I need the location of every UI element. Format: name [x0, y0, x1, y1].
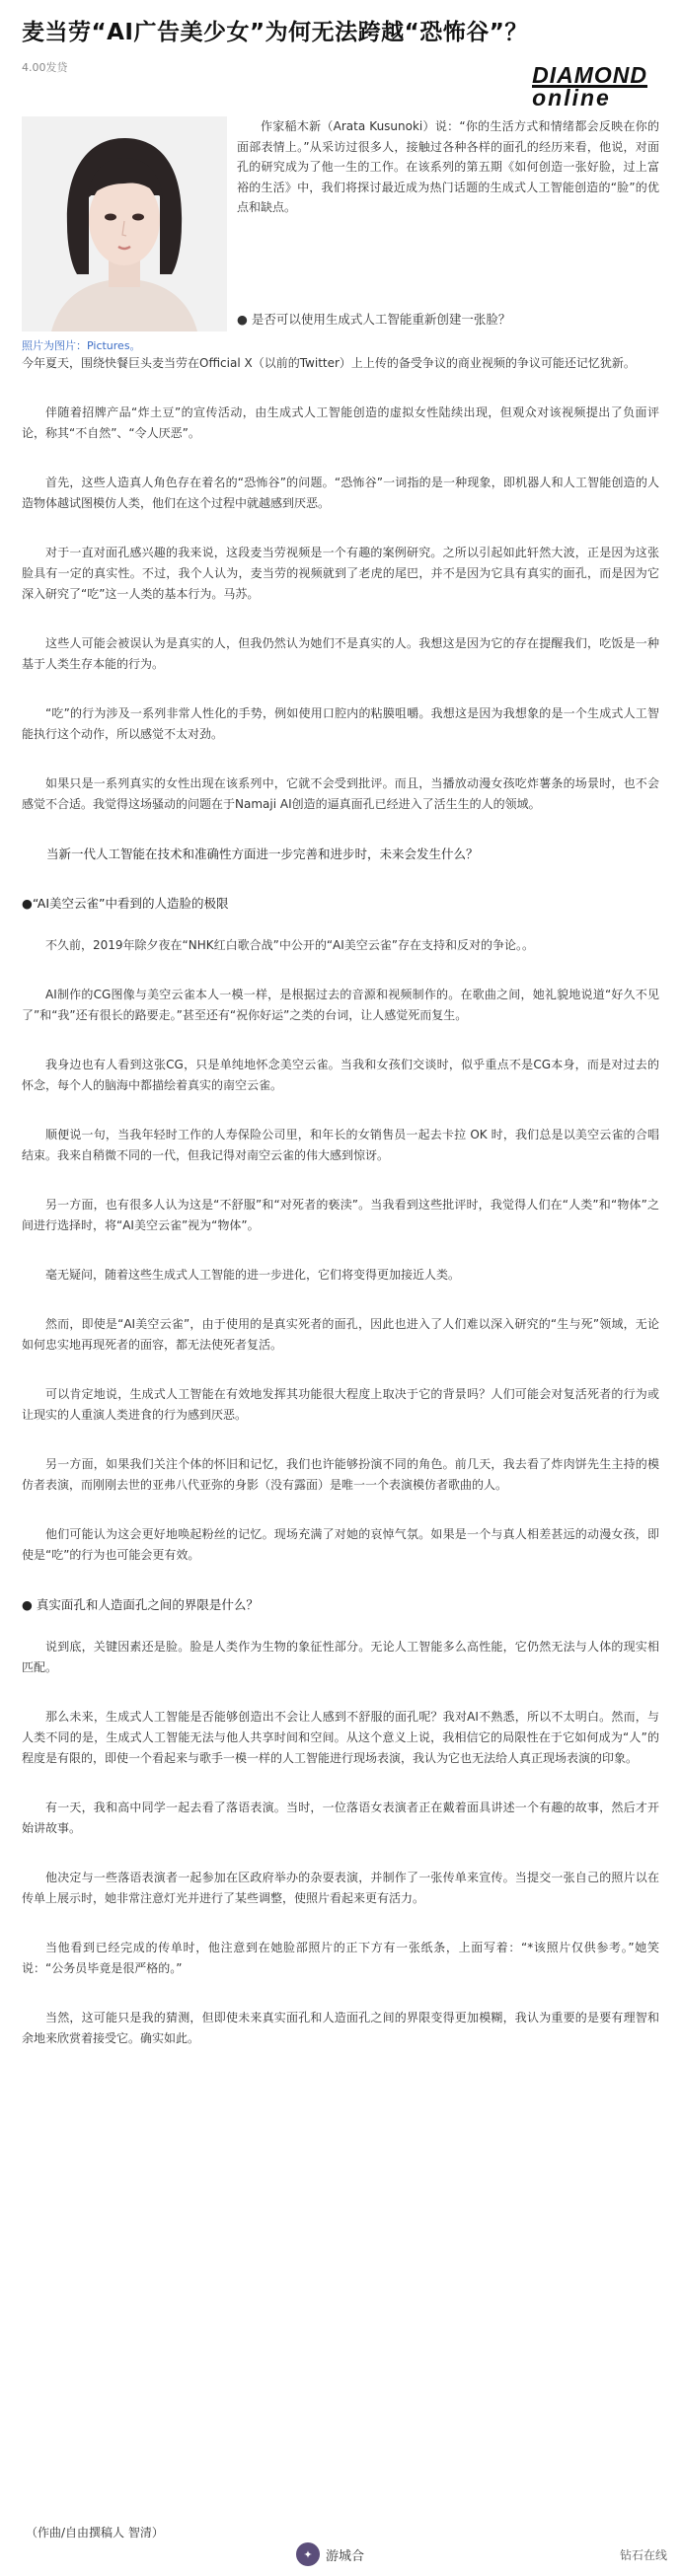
paragraph-block	[22, 543, 659, 605]
article-paragraph: 顺便说一句，当我年轻时工作的人寿保险公司里，和年长的女销售员一起去卡拉 OK 时，我们总是以美空云雀的合唱结束。我来自稍微不同的一代，但我记得对南空云雀的伟大感到惊讶。	[22, 1128, 659, 1162]
paragraph-block	[22, 985, 659, 1026]
section-heading: ● 真实面孔和人造面孔之间的界限是什么？	[22, 1597, 259, 1612]
paragraph-block	[22, 1265, 659, 1286]
article-paragraph: 不久前，2019年除夕夜在“NHK红白歌合战”中公开的“AI美空云雀”存在支持和反对的争论。。	[45, 938, 535, 952]
paragraph-block	[22, 403, 659, 444]
paragraph-block	[22, 1195, 659, 1236]
intro-section	[22, 116, 659, 363]
article-paragraph: 首先，这些人造真人角色存在着名的“恐怖谷”的问题。“恐怖谷”一词指的是一种现象，即机器人和人工智能创造的人造物体越试图模仿人类，他们在这个过程中就越感到厌恶。	[22, 476, 659, 510]
question-block	[22, 844, 659, 864]
article-header	[22, 18, 659, 112]
author-byline: （作曲/自由撰稿人 智清）	[26, 2526, 164, 2539]
paragraph-block	[22, 1314, 659, 1356]
question-line: 当新一代人工智能在技术和准确性方面进一步完善和进步时，未来会发生什么？	[46, 846, 479, 861]
paragraph-block	[22, 2008, 659, 2049]
section-heading: ●“AI美空云雀”中看到的人造脸的极限	[22, 896, 229, 911]
paragraph-block	[22, 1637, 659, 1678]
article-paragraph: 说到底，关键因素还是脸。脸是人类作为生物的象征性部分。无论人工智能多么高性能，它仍然无法与人体的现实相匹配。	[22, 1640, 659, 1674]
article-paragraph: 可以肯定地说，生成式人工智能在有效地发挥其功能很大程度上取决于它的背景吗？人们可能会对复活死者的行为或让现实的人重演人类进食的行为感到厌恶。	[22, 1387, 659, 1422]
section-real-vs-artificial-body	[22, 1637, 659, 2049]
intro-question: ● 是否可以使用生成式人工智能重新创建一张脸？	[237, 312, 511, 327]
intro-paragraph: 作家稲木新（Arata Kusunoki）说：“你的生活方式和情绪都会反映在你的面部表情上。”从采访过很多人，接触过各种各样的面孔的经历来看，他说，对面孔的研究成为了他一生的工作。在该系列的第五期《如何创造一张好脸，过上富裕的生活》中，我们将探讨最近成为热门话题的生成式人工智能创造的“脸”的优点和缺点。	[237, 119, 659, 214]
section-ai-misora-body	[22, 935, 659, 1566]
logo-line1: DIAMOND	[532, 62, 647, 88]
article-footer	[0, 2521, 681, 2576]
article-paragraph: “吃”的行为涉及一系列非常人性化的手势，例如使用口腔内的粘膜咀嚼。我想这是因为我想象的是一个生成式人工智能执行这个动作，所以感觉不太对劲。	[22, 706, 659, 741]
brand-emblem-icon: ✦	[296, 2542, 320, 2566]
paragraph-block	[22, 1938, 659, 1979]
article-paragraph: 另一方面，也有很多人认为这是“不舒服”和“对死者的亵渎”。当我看到这些批评时，我觉得人们在“人类”和“物体”之间进行选择时，将“AI美空云雀”视为“物体”。	[22, 1198, 659, 1232]
article-paragraph: 有一天，我和高中同学一起去看了落语表演。当时，一位落语女表演者正在戴着面具讲述一个有趣的故事，然后才开始讲故事。	[22, 1801, 659, 1835]
section-ai-misora	[22, 893, 659, 1566]
article-meta: 4.00发贷	[22, 61, 68, 74]
article-paragraph: 今年夏天，围绕快餐巨头麦当劳在Official X（以前的Twitter）上上传的备受争议的商业视频的争议可能还记忆犹新。	[22, 356, 636, 370]
source-watermark: 钻石在线	[619, 2548, 667, 2562]
paragraph-block	[22, 1798, 659, 1839]
paragraph-block	[22, 935, 659, 956]
paragraph-block	[22, 1454, 659, 1496]
article-paragraph: 他决定与一些落语表演者一起参加在区政府举办的杂耍表演，并制作了一张传单来宣传。当提交一张自己的照片以在传单上展示时，她非常注意灯光并进行了某些调整，使照片看起来更有活力。	[22, 1871, 659, 1905]
portrait-photo	[22, 116, 227, 331]
paragraph-block	[22, 1707, 659, 1769]
paragraph-block	[22, 703, 659, 745]
paragraph-block	[22, 633, 659, 675]
paragraph-block	[22, 1868, 659, 1909]
article-paragraph: 他们可能认为这会更好地唤起粉丝的记忆。现场充满了对她的哀悼气氛。如果是一个与真人相差甚远的动漫女孩，即使是“吃”的行为也可能会更有效。	[22, 1527, 659, 1562]
article-body	[22, 353, 659, 815]
paragraph-block	[22, 1524, 659, 1566]
article-paragraph: AI制作的CG图像与美空云雀本人一模一样，是根据过去的音源和视频制作的。在歌曲之间，她礼貌地说道“好久不见了”和“我”还有很长的路要走。”甚至还有“祝你好运”之类的台词，让人感觉死而复生。	[22, 988, 659, 1022]
article-title: 麦当劳“AI广告美少女”为何无法跨越“恐怖谷”？	[22, 20, 528, 45]
article-paragraph: 那么未来，生成式人工智能是否能够创造出不会让人感到不舒服的面孔呢？我对AI不熟悉，所以不太明白。然而，与人类不同的是，生成式人工智能无法与他人共享时间和空间。从这个意义上说，我相信它的局限性在于它如何成为“人”的程度是有限的，即使一个看起来与歌手一模一样的人工智能进行现场表演，我认为它也无法给人真正现场表演的印象。	[22, 1710, 659, 1765]
paragraph-block	[22, 1384, 659, 1426]
paragraph-block	[22, 773, 659, 815]
article-paragraph: 如果只是一系列真实的女性出现在该系列中，它就不会受到批评。而且，当播放动漫女孩吃炸薯条的场景时，也不会感觉不合适。我觉得这场骚动的问题在于Namaji AI创造的逼真面孔已经进入了活生生的人的领域。	[22, 776, 659, 811]
logo-line2: online	[532, 85, 611, 110]
paragraph-block	[22, 473, 659, 514]
paragraph-block	[22, 1125, 659, 1166]
brand-logo	[296, 2542, 364, 2566]
section-real-vs-artificial	[22, 1594, 659, 2049]
article-paragraph: 然而，即使是“AI美空云雀”，由于使用的是真实死者的面孔，因此也进入了人们难以深入研究的“生与死”领域，无论如何忠实地再现死者的面容，都无法使死者复活。	[22, 1317, 659, 1352]
ai-woman-portrait-image	[22, 116, 227, 331]
diamond-online-logo	[532, 62, 647, 110]
brand-name: 游城合	[326, 2548, 365, 2564]
article-paragraph: 伴随着招牌产品“炸土豆”的宣传活动，由生成式人工智能创造的虚拟女性陆续出现，但观众对该视频提出了负面评论，称其“不自然”、“令人厌恶”。	[22, 405, 659, 440]
article-paragraph: 另一方面，如果我们关注个体的怀旧和记忆，我们也许能够扮演不同的角色。前几天，我去看了炸肉饼先生主持的模仿者表演，而刚刚去世的亚弗八代亚弥的身影（没有露面）是唯一一个表演模仿者歌曲的人。	[22, 1457, 659, 1492]
article-paragraph: 对于一直对面孔感兴趣的我来说，这段麦当劳视频是一个有趣的案例研究。之所以引起如此轩然大波，正是因为这张脸具有一定的真实性。不过，我个人认为，麦当劳的视频就到了老虎的尾巴，并不是因为它具有真实的面孔，而是因为它深入研究了“吃”这一人类的基本行为。马苏。	[22, 546, 659, 601]
article-paragraph: 毫无疑问，随着这些生成式人工智能的进一步进化，它们将变得更加接近人类。	[45, 1268, 461, 1282]
photo-caption[interactable]: 照片为图片：Pictures。	[22, 339, 141, 352]
article-paragraph: 这些人可能会被误认为是真实的人，但我仍然认为她们不是真实的人。我想这是因为它的存在提醒我们，吃饭是一种基于人类生存本能的行为。	[22, 636, 659, 671]
paragraph-block	[22, 1055, 659, 1096]
article-paragraph: 当他看到已经完成的传单时，他注意到在她脸部照片的正下方有一张纸条，上面写着：“*该照片仅供参考。”她笑说：“公务员毕竟是很严格的。”	[22, 1941, 659, 1975]
article-paragraph: 我身边也有人看到这张CG，只是单纯地怀念美空云雀。当我和女孩们交谈时，似乎重点不是CG本身，而是对过去的怀念，每个人的脑海中都描绘着真实的南空云雀。	[22, 1058, 659, 1092]
article-paragraph: 当然，这可能只是我的猜测，但即使未来真实面孔和人造面孔之间的界限变得更加模糊，我认为重要的是要有理智和余地来欣赏着接受它。确实如此。	[22, 2011, 659, 2045]
